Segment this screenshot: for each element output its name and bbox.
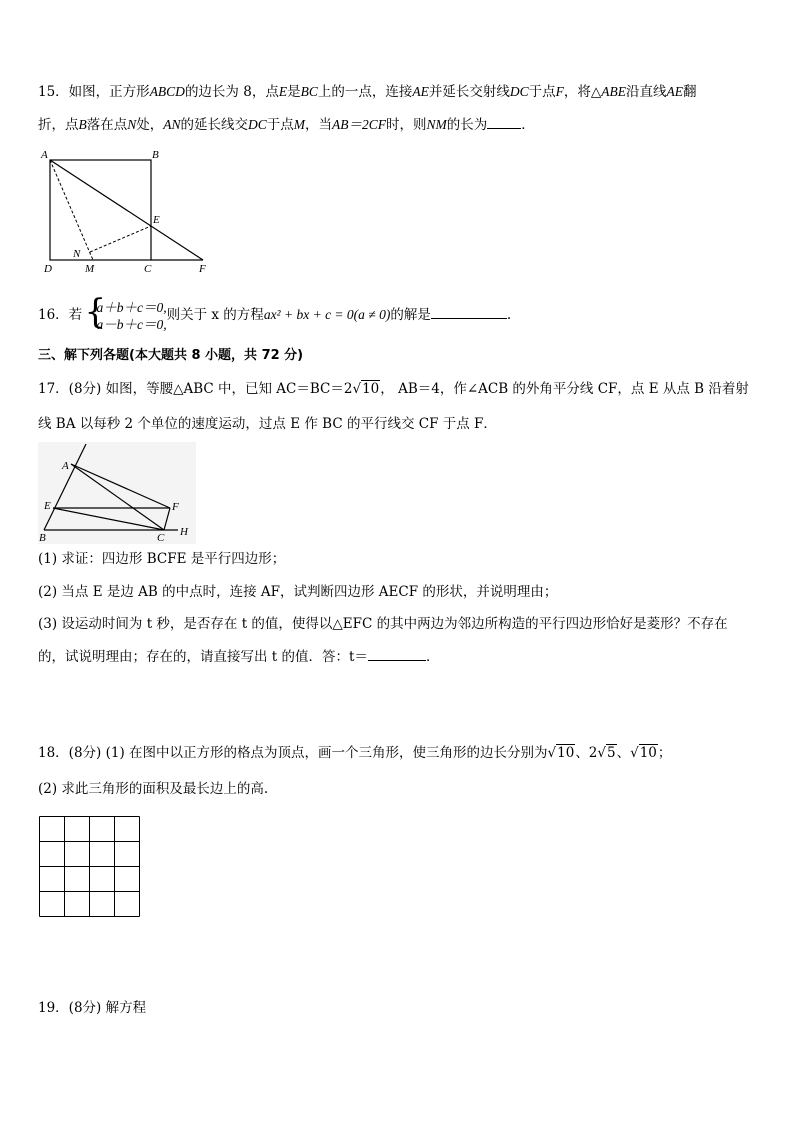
- q17-label-a: A: [62, 460, 69, 472]
- line-am-dashed: [50, 160, 93, 260]
- q15-label-n: N: [73, 248, 81, 260]
- q17-sub-3-line-1: (3) 设运动时间为 t 秒，是否存在 t 的值，使得以△EFC 的其中两边为邻边所构造的平行四边形恰好是菱形？不存在: [38, 616, 728, 632]
- q16-equation-system: { a＋b＋c＝0, a－b＋c＝0,: [84, 291, 167, 332]
- q15-label-c: C: [144, 263, 152, 274]
- q17-label-f: F: [172, 501, 179, 513]
- q17-label-c: C: [157, 532, 165, 544]
- q15-line-2: 折，点B落在点N处，AN的延长线交DC于点M，当AB＝2CF时，则NM的长为 ．: [38, 114, 535, 135]
- q15-label-d: D: [44, 263, 52, 274]
- q17-line-1: 17．(8分) 如图，等腰△ABC 中，已知 AC＝BC＝2√10， AB＝4，作∠ACB 的外角平分线 CF，点 E 从点 B 沿着射: [38, 381, 749, 397]
- q17-sub-1: (1) 求证：四边形 BCFE 是平行四边形；: [38, 551, 286, 567]
- q16-answer-blank[interactable]: [431, 304, 507, 319]
- q17-line-2: 线 BA 以每秒 2 个单位的速度运动，过点 E 作 BC 的平行线交 CF 于点 F．: [38, 416, 497, 432]
- q19-title: 19．(8分) 解方程: [38, 1000, 147, 1016]
- q16-line: 16．若 { a＋b＋c＝0, a－b＋c＝0, 则关于 x 的方程ax² + bx + c = 0(a ≠ 0)的解是 .: [38, 291, 512, 332]
- section-3-title: 三、解下列各题(本大题共 8 小题，共 72 分): [38, 348, 304, 363]
- q15-answer-blank[interactable]: [487, 114, 521, 129]
- q17-sub-2: (2) 当点 E 是边 AB 的中点时，连接 AF，试判断四边形 AECF 的形状，并说明理由；: [38, 584, 558, 600]
- q17-label-e: E: [44, 500, 51, 512]
- q17-label-h: H: [180, 526, 188, 538]
- q15-label-m: M: [85, 263, 95, 274]
- q17-answer-blank[interactable]: [368, 646, 426, 661]
- q15-figure: [36, 146, 216, 274]
- q18-grid[interactable]: [39, 816, 141, 918]
- line-ne-dashed: [90, 226, 151, 252]
- q15-label-b: B: [152, 149, 159, 161]
- q15-label-a: A: [41, 149, 48, 161]
- q18-sub-2: (2) 求此三角形的面积及最长边上的高.: [38, 781, 269, 797]
- line-af: [50, 160, 203, 260]
- q15-line-1: 15．如图，正方形ABCD的边长为 8，点E是BC上的一点，连接AE并延长交射线DC于点F，将△ABE沿直线AE翻: [38, 84, 697, 100]
- q18-line-1: 18．(8分) (1) 在图中以正方形的格点为顶点，画一个三角形，使三角形的边长分别为√10、2√5、√10；: [38, 745, 672, 761]
- q15-label-f: F: [199, 263, 206, 274]
- q17-sub-3-line-2: 的，试说明理由；存在的，请直接写出 t 的值．答：t＝ ．: [38, 646, 439, 667]
- q15-label-e: E: [153, 214, 160, 226]
- q17-figure: [38, 442, 196, 544]
- q17-label-b: B: [39, 532, 46, 544]
- square-abcd: [50, 160, 151, 260]
